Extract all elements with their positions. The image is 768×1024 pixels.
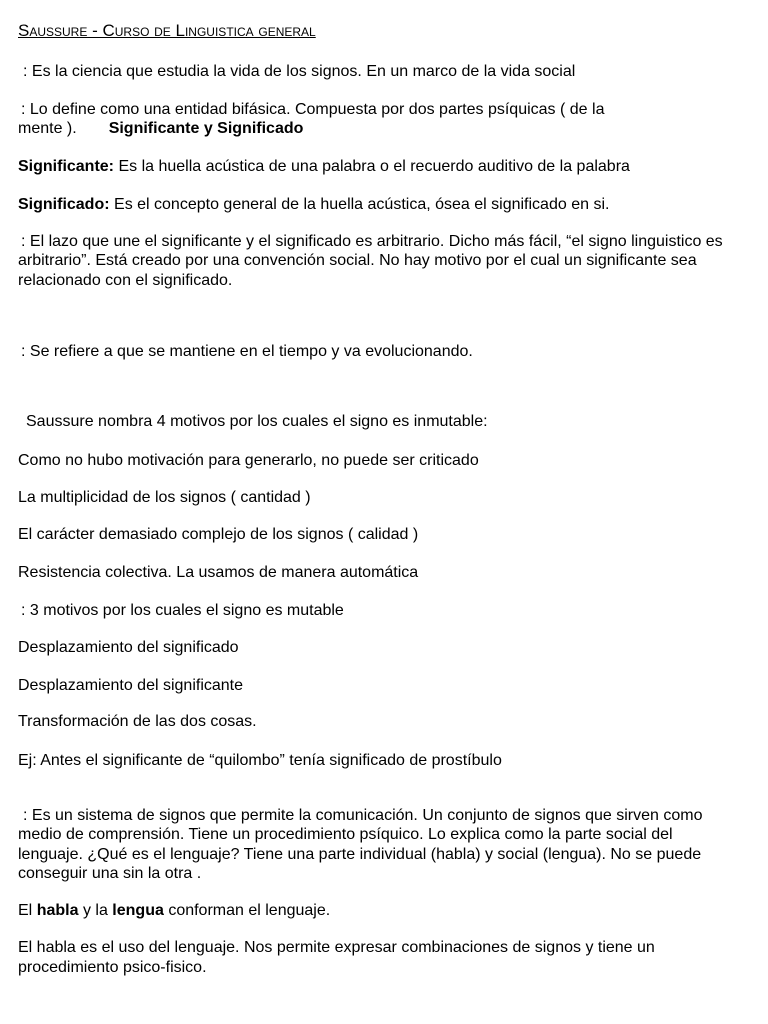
paragraph-semiologia: : Es la ciencia que estudia la vida de los signos. En un marco de la vida social [23, 63, 576, 80]
term-significado: Significado: [18, 196, 110, 213]
paragraph-arbitrariedad-line3: relacionado con el significado. [18, 272, 233, 289]
list-item-inmutable: El carácter demasiado complejo de los signos ( calidad ) [18, 526, 419, 543]
term-lengua: lengua [112, 902, 164, 919]
paragraph-habla-lengua [18, 901, 330, 920]
paragraph-mutable-intro: : 3 motivos por los cuales el signo es mutable [21, 602, 344, 619]
paragraph-example: Ej: Antes el significante de “quilombo” tenía significado de prostíbulo [18, 752, 502, 769]
paragraph-lengua-line3: lenguaje. ¿Qué es el lenguaje? Tiene una parte individual (habla) y social (lengua). No se puede [18, 846, 702, 863]
list-item-inmutable: Resistencia colectiva. La usamos de manera automática [18, 564, 419, 581]
paragraph-signo-bold: Significante y Significado [108, 120, 304, 137]
list-item-inmutable: Como no hubo motivación para generarlo, no puede ser criticado [18, 452, 479, 469]
document-title: Saussure - Curso de Linguistica general [18, 21, 316, 40]
term-significante: Significante: [18, 158, 115, 175]
paragraph-habla-line1: El habla es el uso del lenguaje. Nos permite expresar combinaciones de signos y tiene un [18, 939, 655, 956]
paragraph-inmutable-intro: Saussure nombra 4 motivos por los cuales el signo es inmutable: [26, 413, 488, 430]
paragraph-arbitrariedad-line1: : El lazo que une el significante y el significado es arbitrario. Dicho más fácil, “el signo linguistico es [21, 233, 723, 250]
paragraph-arbitrariedad-line2: arbitrario”. Está creado por una convención social. No hay motivo por el cual un significante sea [18, 252, 697, 269]
paragraph-lengua-line4: conseguir una sin la otra . [18, 865, 202, 882]
paragraph-significante [18, 157, 630, 176]
paragraph-signo-line1: : Lo define como una entidad bifásica. Compuesta por dos partes psíquicas ( de la [21, 101, 605, 118]
definition-significante: Es la huella acústica de una palabra o el recuerdo auditivo de la palabra [118, 158, 630, 175]
list-item-mutable: Transformación de las dos cosas. [18, 713, 257, 730]
text-fragment: y la [82, 902, 108, 919]
paragraph-signo-mente: mente ). [18, 120, 77, 137]
paragraph-signo-line2 [18, 119, 303, 138]
definition-significado: Es el concepto general de la huella acústica, ósea el significado en si. [114, 196, 610, 213]
text-fragment: El [18, 902, 33, 919]
list-item-mutable: Desplazamiento del significante [18, 677, 244, 694]
paragraph-lengua-line1: : Es un sistema de signos que permite la comunicación. Un conjunto de signos que sirven como [23, 807, 703, 824]
paragraph-significado [18, 195, 609, 214]
term-habla: habla [36, 902, 79, 919]
list-item-mutable: Desplazamiento del significado [18, 639, 239, 656]
paragraph-lengua-line2: medio de comprensión. Tiene un procedimiento psíquico. Lo explica como la parte social del [18, 826, 673, 843]
paragraph-mutabilidad: : Se refiere a que se mantiene en el tiempo y va evolucionando. [21, 343, 473, 360]
list-item-inmutable: La multiplicidad de los signos ( cantidad ) [18, 489, 311, 506]
paragraph-habla-line2: procedimiento psico-fisico. [18, 959, 207, 976]
text-fragment: conforman el lenguaje. [168, 902, 331, 919]
